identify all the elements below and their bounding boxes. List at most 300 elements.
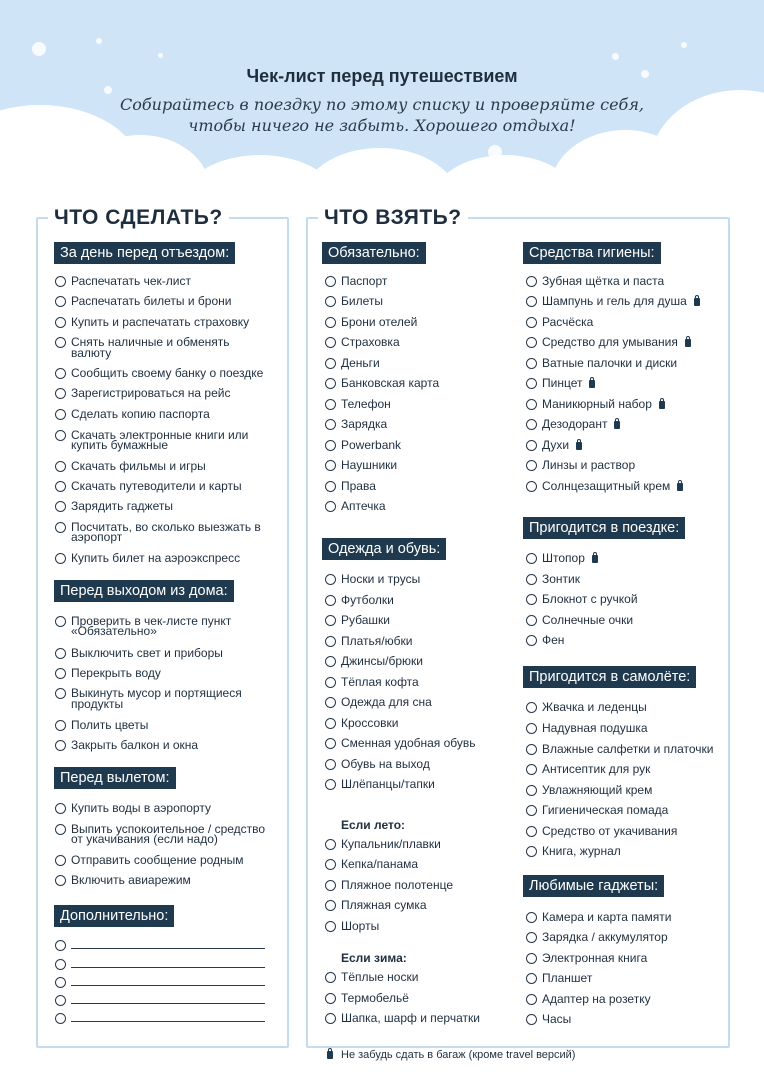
circle-checkbox-icon[interactable] (325, 358, 336, 369)
item-text: Электронная книга (542, 951, 648, 965)
checklist-item (71, 834, 218, 845)
checklist-item (341, 656, 423, 667)
item-text: Ватные палочки и диски (542, 356, 678, 370)
category-label: Средства гигиены: (523, 242, 661, 264)
checklist-item (542, 440, 582, 451)
checklist-item (341, 697, 432, 708)
item-text: Фен (542, 633, 565, 647)
snow-dot (104, 86, 112, 94)
checklist-item (542, 953, 647, 964)
category-label: Перед вылетом: (54, 767, 176, 789)
item-text: Солнечные очки (542, 613, 634, 627)
checklist-item (542, 723, 648, 734)
checklist-item (341, 317, 417, 328)
lock-icon (576, 442, 582, 450)
checklist-item (341, 759, 430, 770)
item-text: Посчитать, во сколько выезжать в (71, 520, 261, 534)
checklist-item (542, 635, 564, 646)
blank-line[interactable] (71, 1003, 265, 1004)
snow-dot (681, 42, 687, 48)
circle-checkbox-icon[interactable] (55, 368, 66, 379)
item-text: Банковская карта (341, 376, 440, 390)
checklist-item (71, 648, 223, 659)
item-text: Духи (542, 438, 570, 452)
checklist-item (341, 636, 412, 647)
checklist-item (71, 740, 198, 751)
circle-checkbox-icon[interactable] (526, 460, 537, 471)
checklist-item (71, 276, 191, 287)
checklist-item (71, 409, 210, 420)
circle-checkbox-icon[interactable] (526, 1014, 537, 1025)
checklist-item (71, 501, 173, 512)
item-text: Закрыть балкон и окна (71, 738, 199, 752)
take-title: ЧТО ВЗЯТЬ? (318, 206, 468, 230)
item-text: Скачать путеводители и карты (71, 479, 242, 493)
lock-icon (589, 380, 595, 388)
checklist-item (71, 553, 240, 564)
circle-checkbox-icon[interactable] (325, 276, 336, 287)
item-text: Зарядить гаджеты (71, 499, 173, 513)
item-text: Купить и распечатать страховку (71, 315, 250, 329)
item-text: Обувь на выход (341, 757, 430, 771)
checklist-item (71, 388, 231, 399)
checklist-item (542, 994, 651, 1005)
circle-checkbox-icon[interactable] (325, 296, 336, 307)
item-text: Включить авиарежим (71, 873, 191, 887)
item-text: Влажные салфетки и платочки (542, 742, 714, 756)
circle-checkbox-icon[interactable] (526, 317, 537, 328)
circle-checkbox-icon[interactable] (325, 697, 336, 708)
item-text: «Обязательно» (71, 624, 157, 638)
blank-line[interactable] (71, 1021, 265, 1022)
lock-icon (685, 339, 691, 347)
checklist-item (542, 378, 595, 389)
checklist-item (341, 276, 387, 287)
circle-checkbox-icon[interactable] (526, 399, 537, 410)
category-label: За день перед отъездом: (54, 242, 235, 264)
item-text: Наушники (341, 458, 398, 472)
item-text: Джинсы/брюки (341, 654, 423, 668)
item-text: Пинцет (542, 376, 583, 390)
circle-checkbox-icon[interactable] (325, 481, 336, 492)
circle-checkbox-icon[interactable] (55, 616, 66, 627)
item-text: Блокнот с ручкой (542, 592, 638, 606)
checklist-item (341, 972, 418, 983)
item-text: продукты (71, 697, 124, 711)
category-label: Любимые гаджеты: (523, 875, 664, 897)
snow-dot (711, 152, 725, 166)
circle-checkbox-icon[interactable] (325, 419, 336, 430)
checklist-item (542, 846, 621, 857)
checklist-item (71, 699, 123, 710)
circle-checkbox-icon[interactable] (55, 501, 66, 512)
item-text: Проверить в чек-листе пункт (71, 614, 232, 628)
circle-checkbox-icon[interactable] (325, 595, 336, 606)
circle-checkbox-icon[interactable] (55, 522, 66, 533)
item-text: Страховка (341, 335, 400, 349)
checklist-item (341, 419, 387, 430)
circle-checkbox-icon[interactable] (325, 399, 336, 410)
checklist-item (341, 779, 435, 790)
checklist-item (341, 921, 379, 932)
lock-icon (614, 421, 620, 429)
checklist-item (341, 358, 380, 369)
circle-checkbox-icon[interactable] (526, 358, 537, 369)
lock-icon (659, 401, 665, 409)
subheading: Если зима: (341, 951, 407, 965)
circle-checkbox-icon[interactable] (55, 959, 66, 970)
item-text: Сменная удобная обувь (341, 736, 476, 750)
category-label: Перед выходом из дома: (54, 580, 234, 602)
circle-checkbox-icon[interactable] (526, 973, 537, 984)
circle-checkbox-icon[interactable] (55, 317, 66, 328)
checklist-item (71, 296, 231, 307)
circle-checkbox-icon[interactable] (325, 759, 336, 770)
checklist-item (341, 859, 418, 870)
item-text: Зонтик (542, 572, 580, 586)
item-text: Зубная щётка и паста (542, 274, 665, 288)
checklist-item (341, 738, 476, 749)
checklist-item (542, 358, 677, 369)
circle-checkbox-icon[interactable] (55, 409, 66, 420)
item-text: Кепка/панама (341, 857, 419, 871)
circle-checkbox-icon[interactable] (325, 337, 336, 348)
item-text: Кроссовки (341, 716, 399, 730)
item-text: Солнцезащитный крем (542, 479, 671, 493)
circle-checkbox-icon[interactable] (526, 276, 537, 287)
item-text: Купить воды в аэропорту (71, 801, 211, 815)
item-text: Сообщить своему банку о поездке (71, 366, 264, 380)
snow-dot (96, 38, 102, 44)
item-text: Купальник/плавки (341, 837, 441, 851)
item-text: Антисептик для рук (542, 762, 651, 776)
page-subtitle (0, 94, 764, 136)
checklist-item (71, 855, 244, 866)
circle-checkbox-icon[interactable] (55, 388, 66, 399)
item-text: аэропорт (71, 530, 123, 544)
checklist-item (542, 574, 580, 585)
circle-checkbox-icon[interactable] (325, 317, 336, 328)
circle-checkbox-icon[interactable] (55, 481, 66, 492)
checklist-item (341, 460, 397, 471)
checklist-item (542, 460, 635, 471)
circle-checkbox-icon[interactable] (526, 846, 537, 857)
category-label: Обязательно: (322, 242, 426, 264)
checklist-item (341, 718, 398, 729)
circle-checkbox-icon[interactable] (526, 481, 537, 492)
circle-checkbox-icon[interactable] (55, 940, 66, 951)
item-text: Маникюрный набор (542, 397, 652, 411)
circle-checkbox-icon[interactable] (526, 553, 537, 564)
checklist-item (341, 296, 383, 307)
checklist-item (341, 993, 409, 1004)
item-text: Паспорт (341, 274, 388, 288)
checklist-item (542, 973, 592, 984)
circle-checkbox-icon[interactable] (526, 723, 537, 734)
checklist-item (542, 785, 652, 796)
item-text: Зарядка / аккумулятор (542, 930, 668, 944)
checklist-item (71, 481, 242, 492)
checklist-item (542, 419, 620, 430)
checklist-item (542, 764, 650, 775)
circle-checkbox-icon[interactable] (55, 1013, 66, 1024)
item-text: Скачать электронные книги или (71, 428, 249, 442)
item-text: Адаптер на розетку (542, 992, 651, 1006)
circle-checkbox-icon[interactable] (325, 993, 336, 1004)
checklist-item (542, 615, 633, 626)
circle-checkbox-icon[interactable] (55, 824, 66, 835)
circle-checkbox-icon[interactable] (526, 574, 537, 585)
circle-checkbox-icon[interactable] (325, 839, 336, 850)
item-text: Часы (542, 1012, 572, 1026)
circle-checkbox-icon[interactable] (325, 718, 336, 729)
item-text: Выкинуть мусор и портящиеся (71, 686, 242, 700)
item-text: Полить цветы (71, 718, 149, 732)
item-text: Перекрыть воду (71, 666, 161, 680)
item-text: Книга, журнал (542, 844, 621, 858)
category-label: Пригодится в поездке: (523, 517, 685, 539)
item-text: Камера и карта памяти (542, 910, 672, 924)
circle-checkbox-icon[interactable] (526, 702, 537, 713)
item-text: Деньги (341, 356, 380, 370)
item-text: Рубашки (341, 613, 390, 627)
checklist-item (341, 440, 401, 451)
circle-checkbox-icon[interactable] (325, 656, 336, 667)
item-text: Аптечка (341, 499, 386, 513)
item-text: Платья/юбки (341, 634, 413, 648)
circle-checkbox-icon[interactable] (55, 977, 66, 988)
item-text: Расчёска (542, 315, 594, 329)
checklist-item (71, 440, 168, 451)
checklist-item (341, 481, 376, 492)
lock-icon (677, 483, 683, 491)
circle-checkbox-icon[interactable] (325, 615, 336, 626)
circle-checkbox-icon[interactable] (325, 880, 336, 891)
circle-checkbox-icon[interactable] (526, 932, 537, 943)
circle-checkbox-icon[interactable] (526, 785, 537, 796)
subtitle-line: Собирайтесь в поездку по этому списку и проверяйте себя, (120, 95, 644, 114)
item-text: Powerbank (341, 438, 402, 452)
checklist-item (71, 461, 206, 472)
circle-checkbox-icon[interactable] (55, 337, 66, 348)
checklist-item (71, 875, 191, 886)
circle-checkbox-icon[interactable] (526, 764, 537, 775)
category-label: Дополнительно: (54, 905, 174, 927)
checklist-item (542, 912, 671, 923)
checklist-item (71, 532, 122, 543)
checklist-item (542, 805, 668, 816)
checklist-item (542, 553, 598, 564)
item-text: Носки и трусы (341, 572, 421, 586)
subtitle-line: чтобы ничего не забыть. Хорошего отдыха! (188, 116, 576, 135)
todo-title: ЧТО СДЕЛАТЬ? (48, 206, 229, 230)
circle-checkbox-icon[interactable] (325, 1013, 336, 1024)
circle-checkbox-icon[interactable] (325, 574, 336, 585)
item-text: Одежда для сна (341, 695, 432, 709)
lock-icon (592, 555, 598, 563)
item-text: Штопор (542, 551, 585, 565)
item-text: Пляжное полотенце (341, 878, 453, 892)
checklist-item (542, 594, 638, 605)
item-text: Распечатать билеты и брони (71, 294, 232, 308)
checklist-item (341, 839, 441, 850)
circle-checkbox-icon[interactable] (55, 430, 66, 441)
circle-checkbox-icon[interactable] (55, 855, 66, 866)
circle-checkbox-icon[interactable] (526, 378, 537, 389)
circle-checkbox-icon[interactable] (325, 460, 336, 471)
snow-dot (488, 145, 502, 159)
checklist-item (341, 595, 394, 606)
item-text: Купить билет на аэроэкспресс (71, 551, 241, 565)
item-text: Сделать копию паспорта (71, 407, 210, 421)
item-text: Зарегистрироваться на рейс (71, 386, 231, 400)
item-text: Футболки (341, 593, 394, 607)
checklist-item (341, 501, 386, 512)
checklist-item (542, 702, 647, 713)
subheading: Если лето: (341, 818, 406, 832)
snow-dot (178, 150, 190, 162)
circle-checkbox-icon[interactable] (526, 594, 537, 605)
blank-line[interactable] (71, 985, 265, 986)
circle-checkbox-icon[interactable] (526, 615, 537, 626)
checklist-item (341, 615, 390, 626)
item-text: Термобельё (341, 991, 409, 1005)
snow-dot (32, 42, 46, 56)
item-text: Шампунь и гель для душа (542, 294, 687, 308)
circle-checkbox-icon[interactable] (55, 648, 66, 659)
checklist-item (71, 720, 148, 731)
item-text: Выпить успокоительное / средство (71, 822, 266, 836)
checklist-item (542, 399, 665, 410)
circle-checkbox-icon[interactable] (325, 440, 336, 451)
item-text: Тёплая кофта (341, 675, 419, 689)
checklist-item (71, 668, 161, 679)
circle-checkbox-icon[interactable] (55, 668, 66, 679)
checklist-item (542, 1014, 571, 1025)
checklist-item (71, 626, 157, 637)
blank-line[interactable] (71, 948, 265, 949)
item-text: Брони отелей (341, 315, 418, 329)
item-text: от укачивания (если надо) (71, 832, 218, 846)
circle-checkbox-icon[interactable] (55, 688, 66, 699)
checklist-item (542, 337, 691, 348)
checklist-item (71, 348, 111, 359)
circle-checkbox-icon[interactable] (526, 296, 537, 307)
item-text: Телефон (341, 397, 391, 411)
circle-checkbox-icon[interactable] (325, 921, 336, 932)
item-text: Пляжная сумка (341, 898, 427, 912)
snow-dot (158, 53, 163, 58)
circle-checkbox-icon[interactable] (325, 900, 336, 911)
snow-dot (612, 53, 619, 60)
page-title: Чек-лист перед путешествием (246, 66, 518, 86)
circle-checkbox-icon[interactable] (526, 826, 537, 837)
item-text: Средство от укачивания (542, 824, 678, 838)
item-text: Зарядка (341, 417, 388, 431)
checklist-item (542, 744, 714, 755)
checklist-item (341, 880, 453, 891)
item-text: Распечатать чек-лист (71, 274, 191, 288)
checklist-item (341, 1013, 480, 1024)
checklist-item (341, 574, 420, 585)
checklist-item (71, 368, 263, 379)
circle-checkbox-icon[interactable] (325, 501, 336, 512)
item-text: Жвачка и леденцы (542, 700, 647, 714)
circle-checkbox-icon[interactable] (526, 440, 537, 451)
circle-checkbox-icon[interactable] (55, 553, 66, 564)
blank-line[interactable] (71, 967, 265, 968)
checklist-item (341, 337, 400, 348)
circle-checkbox-icon[interactable] (55, 276, 66, 287)
category-label: Одежда и обувь: (322, 538, 446, 560)
checklist-item (542, 826, 677, 837)
circle-checkbox-icon[interactable] (325, 972, 336, 983)
circle-checkbox-icon[interactable] (526, 419, 537, 430)
circle-checkbox-icon[interactable] (325, 738, 336, 749)
item-text: Права (341, 479, 376, 493)
checklist-item (542, 932, 668, 943)
category-label: Пригодится в самолёте: (523, 666, 696, 688)
lock-icon (327, 1051, 333, 1059)
item-text: Отправить сообщение родным (71, 853, 244, 867)
checklist-item (71, 317, 249, 328)
checklist-item (71, 803, 211, 814)
item-text: купить бумажные (71, 438, 169, 452)
checklist-item (542, 481, 683, 492)
item-text: Шлёпанцы/тапки (341, 777, 435, 791)
checklist-item (341, 677, 419, 688)
circle-checkbox-icon[interactable] (325, 779, 336, 790)
checklist-item (341, 378, 439, 389)
circle-checkbox-icon[interactable] (526, 337, 537, 348)
item-text: Снять наличные и обменять (71, 335, 230, 349)
item-text: Дезодорант (542, 417, 608, 431)
checklist-item (542, 296, 700, 307)
footer-note (325, 1049, 575, 1061)
item-text: Шорты (341, 919, 380, 933)
item-text: Увлажняющий крем (542, 783, 653, 797)
circle-checkbox-icon[interactable] (325, 378, 336, 389)
circle-checkbox-icon[interactable] (55, 461, 66, 472)
checklist-item (341, 399, 391, 410)
circle-checkbox-icon[interactable] (526, 912, 537, 923)
circle-checkbox-icon[interactable] (325, 859, 336, 870)
circle-checkbox-icon[interactable] (55, 995, 66, 1006)
circle-checkbox-icon[interactable] (526, 994, 537, 1005)
circle-checkbox-icon[interactable] (526, 744, 537, 755)
circle-checkbox-icon[interactable] (526, 805, 537, 816)
circle-checkbox-icon[interactable] (325, 636, 336, 647)
lock-icon (694, 298, 700, 306)
item-text: Шапка, шарф и перчатки (341, 1011, 480, 1025)
item-text: Скачать фильмы и игры (71, 459, 206, 473)
circle-checkbox-icon[interactable] (55, 740, 66, 751)
circle-checkbox-icon[interactable] (55, 296, 66, 307)
circle-checkbox-icon[interactable] (526, 953, 537, 964)
item-text: Средство для умывания (542, 335, 678, 349)
item-text: Билеты (341, 294, 383, 308)
circle-checkbox-icon[interactable] (325, 677, 336, 688)
item-text: Выключить свет и приборы (71, 646, 223, 660)
item-text: Надувная подушка (542, 721, 648, 735)
checklist-item (542, 276, 664, 287)
item-text: валюту (71, 346, 112, 360)
circle-checkbox-icon[interactable] (55, 720, 66, 731)
circle-checkbox-icon[interactable] (55, 803, 66, 814)
item-text: Линзы и раствор (542, 458, 636, 472)
circle-checkbox-icon[interactable] (526, 635, 537, 646)
circle-checkbox-icon[interactable] (55, 875, 66, 886)
